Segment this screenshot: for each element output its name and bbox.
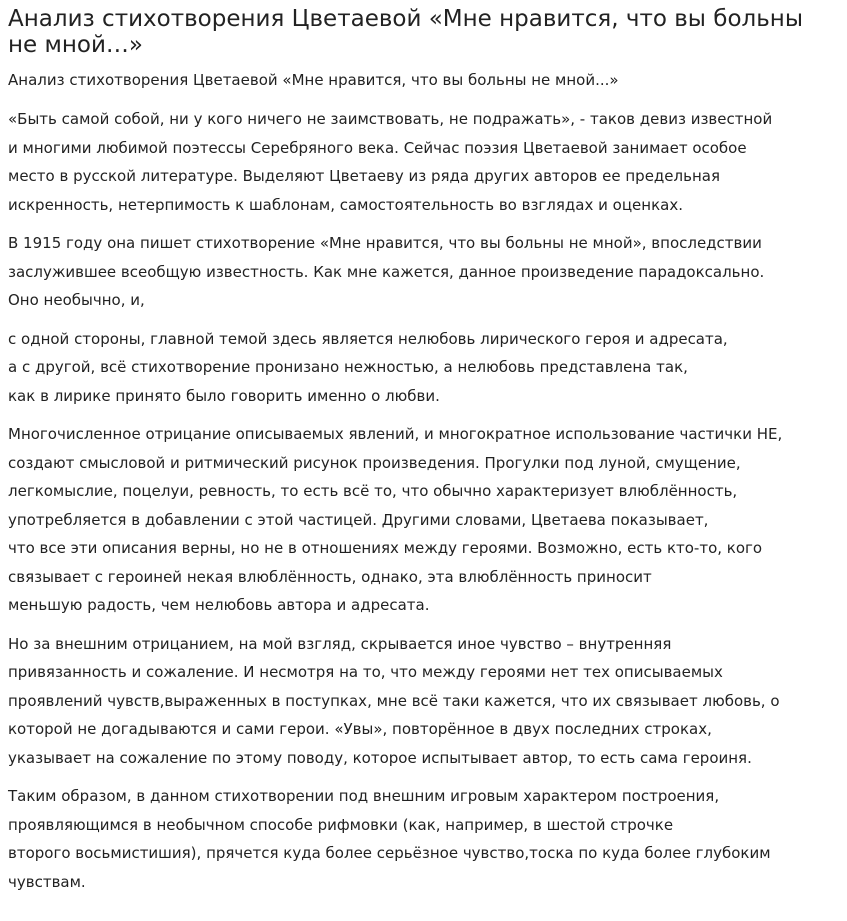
paragraph-line: что все эти описания верны, но не в отношениях между героями. Возможно, есть кто-то, кого: [8, 539, 763, 557]
paragraph-line: Но за внешним отрицанием, на мой взгляд, скрывается иное чувство – внутренняя: [8, 634, 672, 653]
paragraph-line: которой не догадываются и сами герои. «Увы», повторённое в двух последних строках,: [8, 720, 712, 738]
paragraph-line: «Быть самой собой, ни у кого ничего не заимствовать, не подражать», - таков девиз известной: [8, 110, 773, 128]
paragraph-line: Таким образом, в данном стихотворении под внешним игровым характером построения,: [8, 787, 720, 805]
article-paragraph: [8, 325, 839, 411]
paragraph-line: легкомыслие, поцелуи, ревность, то есть всё то, что обычно характеризует влюблённость,: [8, 482, 738, 500]
paragraph-line: Многочисленное отрицание описываемых явлений, и многократное использование частички НЕ,: [8, 425, 783, 443]
paragraph-line: искренность, нетерпимость к шаблонам, самостоятельность во взглядах и оценках.: [8, 195, 683, 214]
article-title-line: не мной…»: [8, 32, 143, 58]
paragraph-line: указывает на сожаление по этому поводу, которое испытывает автор, то есть сама героиня.: [8, 748, 752, 767]
paragraph-line: место в русской литературе. Выделяют Цветаеву из ряда других авторов ее предельная: [8, 167, 720, 185]
article-paragraph: [8, 630, 839, 773]
article-paragraph: [8, 782, 839, 896]
article-paragraph: [8, 105, 839, 219]
paragraph-line: В 1915 году она пишет стихотворение «Мне нравится, что вы больны не мной», впоследствии: [8, 234, 762, 252]
article-title-line: Анализ стихотворения Цветаевой «Мне нравится, что вы больны: [8, 6, 803, 32]
paragraph-line: с одной стороны, главной темой здесь является нелюбовь лирического героя и адресата,: [8, 329, 728, 348]
paragraph-line: привязанность и сожаление. И несмотря на то, что между героями нет тех описываемых: [8, 663, 723, 681]
article-intro: Анализ стихотворения Цветаевой «Мне нравится, что вы больны не мной...»: [8, 71, 619, 89]
article-paragraph: [8, 420, 839, 620]
paragraph-line: и многими любимой поэтессы Серебряного века. Сейчас поэзия Цветаевой занимает особое: [8, 138, 747, 157]
paragraph-line: как в лирике принято было говорить именно о любви.: [8, 386, 440, 405]
paragraph-line: меньшую радость, чем нелюбовь автора и адресата.: [8, 596, 430, 614]
article-title: [8, 6, 839, 58]
paragraph-line: проявляющимся в необычном способе рифмовки (как, например, в шестой строчке: [8, 815, 674, 834]
paragraph-line: а с другой, всё стихотворение пронизано нежностью, а нелюбовь представлена так,: [8, 358, 688, 376]
paragraph-line: второго восьмистишия), прячется куда более серьёзное чувство,тоска по куда более глубоким: [8, 844, 771, 862]
article-paragraph: [8, 229, 839, 315]
paragraph-line: заслужившее всеобщую известность. Как мне кажется, данное произведение парадоксально.: [8, 262, 765, 281]
paragraph-line: употребляется в добавлении с этой частицей. Другими словами, Цветаева показывает,: [8, 510, 709, 529]
paragraph-line: создают смысловой и ритмический рисунок произведения. Прогулки под луной, смущение,: [8, 453, 741, 472]
paragraph-line: чувствам.: [8, 872, 86, 891]
paragraph-line: связывает с героиней некая влюблённость, однако, эта влюблённость приносит: [8, 567, 652, 586]
paragraph-line: Оно необычно, и,: [8, 291, 145, 309]
paragraph-line: проявлений чувств,выраженных в поступках, мне всё таки кажется, что их связывает любовь, о: [8, 691, 780, 710]
